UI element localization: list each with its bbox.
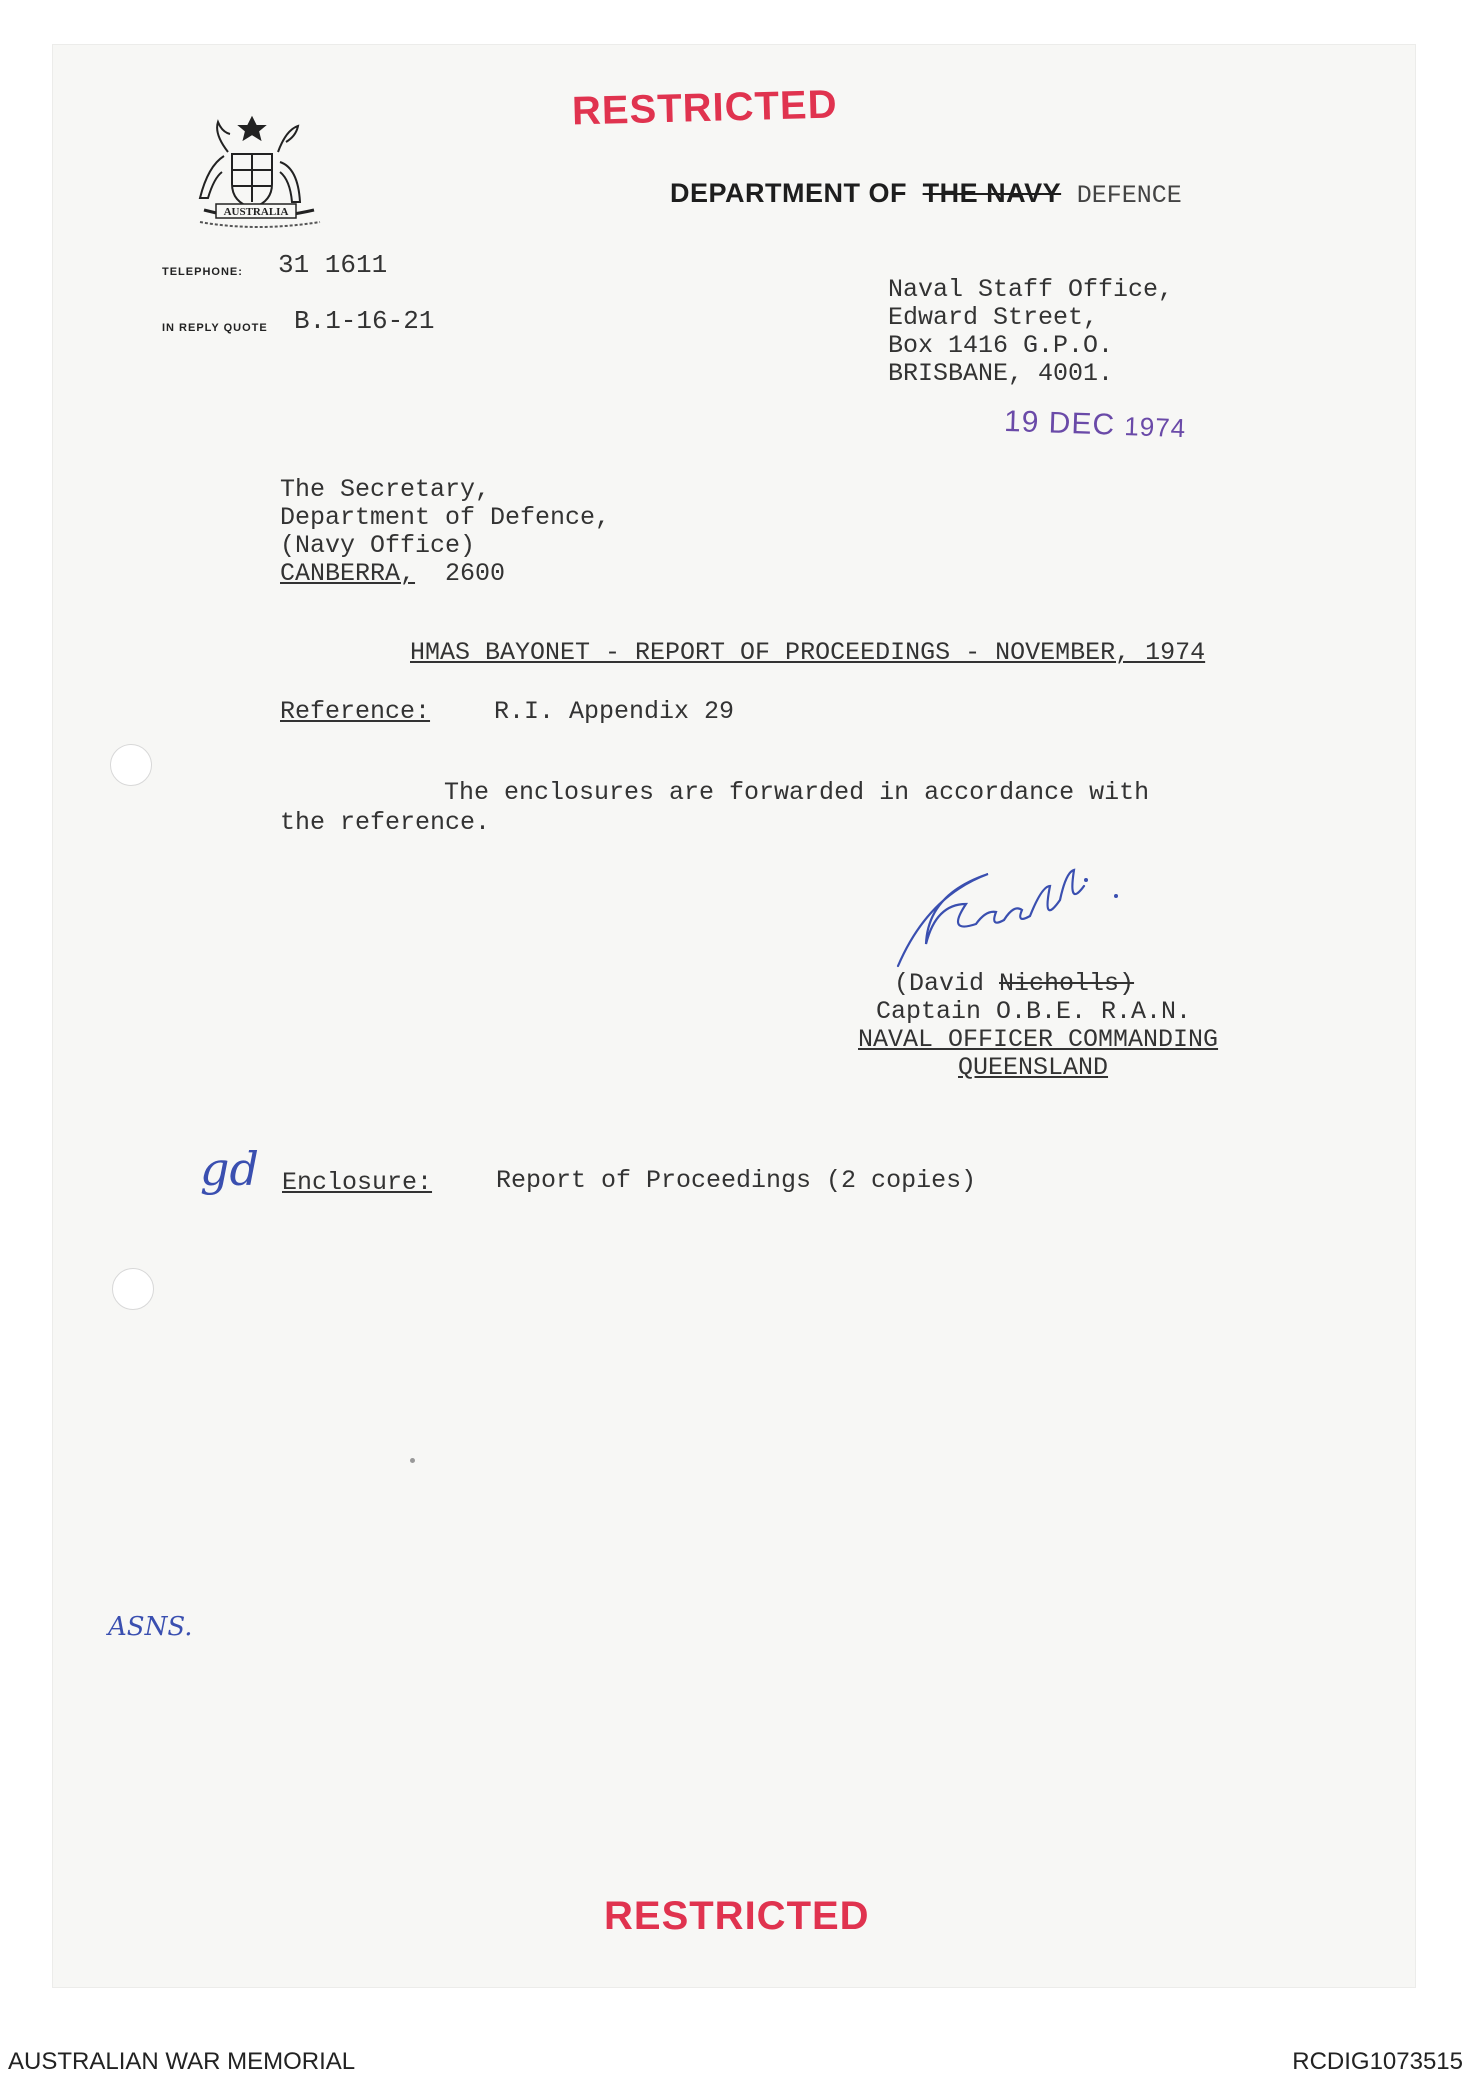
restricted-stamp-top: RESTRICTED [571,82,839,134]
reference-label: Reference: [280,697,431,726]
subject-line: HMAS BAYONET - REPORT OF PROCEEDINGS - NOVEMBER, 1974 [410,638,1206,667]
recipient-address [280,476,610,588]
reply-quote-label: IN REPLY QUOTE [162,322,268,334]
footer-record-id: RCDIG1073515 [1292,2048,1463,2075]
body-text-line: The enclosures are forwarded in accordance with [444,778,1150,807]
signatory-name-struck: Nicholls) [999,969,1135,998]
body-text-line: the reference. [280,808,491,837]
footer-archive-name: AUSTRALIAN WAR MEMORIAL [8,2048,356,2075]
sender-address-line: Edward Street, [888,303,1099,332]
recipient-line: Department of Defence, [280,503,611,532]
sender-address-line: Box 1416 G.P.O. [888,331,1114,360]
document-sheet [52,44,1416,1988]
enclosure-value: Report of Proceedings (2 copies) [496,1166,977,1195]
margin-note-bottom: ASNS. [108,1612,193,1642]
margin-note-initials: gd [200,1142,259,1196]
signatory-title: NAVAL OFFICER COMMANDING [858,1025,1219,1054]
reference-value: R.I. Appendix 29 [494,697,735,726]
department-prefix: DEPARTMENT OF [670,178,907,208]
recipient-line: (Navy Office) [280,531,476,560]
sender-address [888,276,1173,388]
enclosure-label: Enclosure: [282,1168,433,1197]
department-struck-name: THE NAVY [922,178,1062,208]
signatory-name-open: (David [894,969,985,998]
date-stamp-day-month: 19 DEC [1003,404,1116,442]
department-typed-name: DEFENCE [1076,181,1182,210]
ink-speck [410,1458,415,1463]
crest-banner-text: AUSTRALIA [223,206,289,218]
telephone-label: TELEPHONE: [162,266,243,278]
telephone-value: 31 1611 [278,250,388,280]
recipient-postcode: 2600 [445,559,506,588]
recipient-city: CANBERRA, [280,559,416,588]
department-heading [670,178,1182,210]
australian-coat-of-arms-icon [180,112,340,232]
restricted-stamp-bottom: RESTRICTED [604,1894,870,1938]
punch-hole [112,1268,154,1310]
date-stamp-year: 1974 [1123,411,1187,444]
signatory-name [894,970,1134,998]
date-stamp [1003,405,1186,445]
signatory-title: QUEENSLAND [958,1053,1109,1082]
reply-quote-value: B.1-16-21 [294,306,435,336]
sender-address-line: Naval Staff Office, [888,275,1174,304]
signatory-rank: Captain O.B.E. R.A.N. [876,997,1192,1026]
recipient-line: The Secretary, [280,475,491,504]
handwritten-signature-icon [876,862,1176,982]
punch-hole [110,744,152,786]
sender-address-line: BRISBANE, 4001. [888,359,1114,388]
